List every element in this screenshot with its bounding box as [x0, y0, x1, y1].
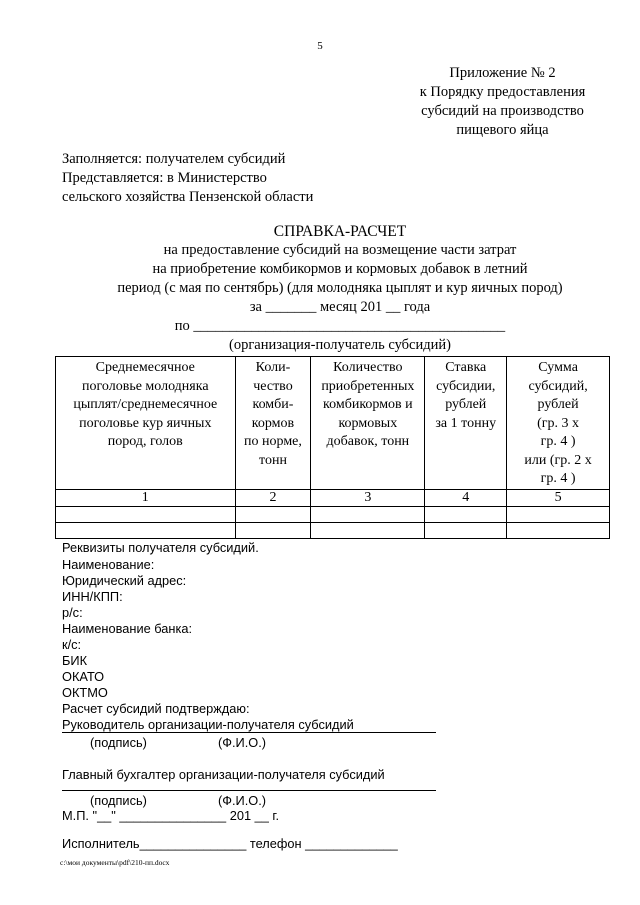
- column-number: 2: [235, 489, 311, 506]
- table-cell[interactable]: [425, 522, 507, 538]
- confirm-label: Расчет субсидий подтверждаю:: [62, 701, 250, 716]
- column-number: 1: [56, 489, 236, 506]
- title-line: на предоставление субсидий на возмещение части затрат: [163, 242, 517, 258]
- column-number-row: [56, 489, 610, 506]
- header-subsidy-rate: Ставка субсидии, рублей за 1 тонну: [425, 357, 507, 490]
- head-signature-line: [62, 732, 436, 733]
- appendix-block: [380, 64, 625, 140]
- requisite-okato: ОКАТО: [62, 669, 105, 684]
- file-path-footer: c:\мои документы\pdf\210-пп.docx: [60, 858, 170, 867]
- title-line: на приобретение комбикормов и кормовых добавок в летний: [152, 261, 528, 277]
- table-cell[interactable]: [311, 522, 425, 538]
- requisite-bik: БИК: [62, 653, 88, 668]
- organization-line: по ___________________________________________: [174, 318, 506, 334]
- requisites-title: Реквизиты получателя субсидий.: [62, 540, 259, 555]
- header-poultry-headcount: Среднемесячное поголовье молодняка цыплят/среднемесячное поголовье кур яичных пород, голов: [56, 357, 236, 490]
- signature-caption: (подпись): [90, 793, 147, 808]
- table-cell[interactable]: [507, 522, 610, 538]
- requisite-account: р/с:: [62, 605, 83, 620]
- table-row: [56, 506, 610, 522]
- requisite-corr-account: к/с:: [62, 637, 82, 652]
- column-number: 5: [507, 489, 610, 506]
- table-cell[interactable]: [235, 522, 311, 538]
- organization-caption: (организация-получатель субсидий): [229, 337, 451, 353]
- chief-accountant-label: Главный бухгалтер организации-получателя субсидий: [62, 767, 385, 782]
- fio-caption: (Ф.И.О.): [218, 793, 267, 808]
- header-feed-purchased: Количество приобретенных комбикормов и кормовых добавок, тонн: [311, 357, 425, 490]
- table-header-row: [56, 357, 610, 490]
- header-feed-norm: Коли- чество комби- кормов по норме, тонн: [235, 357, 311, 490]
- requisite-inn: ИНН/КПП:: [62, 589, 123, 604]
- submitted-to-note-continued: сельского хозяйства Пензенской области: [62, 189, 314, 205]
- submitted-to-note: Представляется: в Министерство: [62, 170, 267, 186]
- appendix-line: субсидий на производство: [421, 103, 584, 119]
- table-cell[interactable]: [56, 522, 236, 538]
- requisite-oktmo: ОКТМО: [62, 685, 108, 700]
- header-subsidy-sum: Сумма субсидий, рублей (гр. 3 х гр. 4 ) или (гр. 2 х гр. 4 ): [507, 357, 610, 490]
- appendix-line: Приложение № 2: [449, 65, 556, 81]
- table-row: [56, 522, 610, 538]
- requisite-address: Юридический адрес:: [62, 573, 187, 588]
- accountant-signature-line: [62, 790, 436, 791]
- period-line: за _______ месяц 201 __ года: [249, 299, 431, 315]
- table-cell[interactable]: [235, 506, 311, 522]
- head-of-organization-label: Руководитель организации-получателя субсидий: [62, 717, 354, 732]
- table-cell[interactable]: [425, 506, 507, 522]
- appendix-line: к Порядку предоставления: [419, 84, 586, 100]
- calculation-table: [55, 356, 610, 539]
- page-number: 5: [317, 40, 323, 52]
- title-main: СПРАВКА-РАСЧЕТ: [273, 223, 407, 240]
- column-number: 3: [311, 489, 425, 506]
- requisite-bank: Наименование банка:: [62, 621, 193, 636]
- table-cell[interactable]: [56, 506, 236, 522]
- document-title: [60, 222, 620, 355]
- table-cell[interactable]: [507, 506, 610, 522]
- column-number: 4: [425, 489, 507, 506]
- appendix-line: пищевого яйца: [456, 122, 549, 138]
- requisite-name: Наименование:: [62, 557, 155, 572]
- signature-caption: (подпись): [90, 735, 147, 750]
- table-cell[interactable]: [311, 506, 425, 522]
- title-line: период (с мая по сентябрь) (для молодняка цыплят и кур яичных пород): [117, 280, 563, 296]
- executor-line: Исполнитель_______________ телефон _____________: [62, 836, 398, 851]
- fio-caption: (Ф.И.О.): [218, 735, 267, 750]
- stamp-date-line: М.П. "__" _______________ 201 __ г.: [62, 808, 280, 823]
- filled-by-note: Заполняется: получателем субсидий: [62, 151, 286, 167]
